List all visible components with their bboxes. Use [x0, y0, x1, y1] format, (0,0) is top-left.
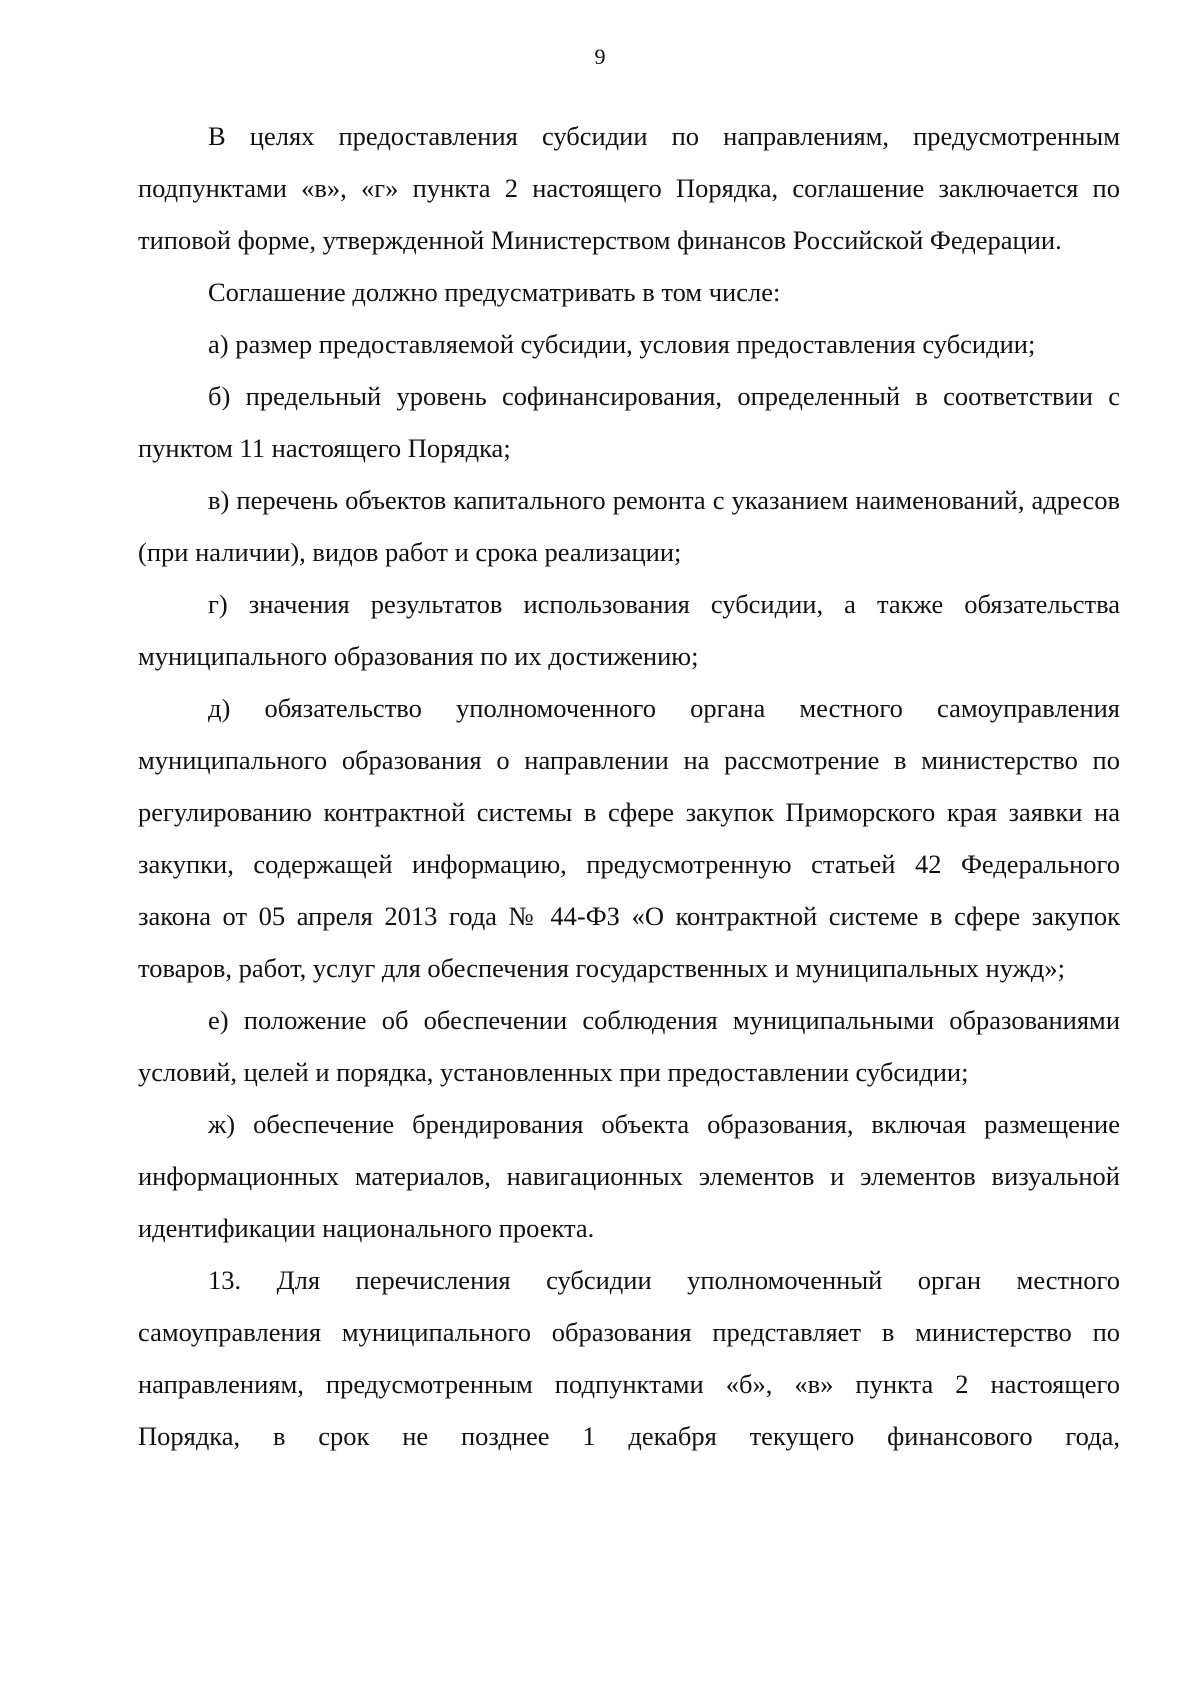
list-item-g: г) значения результатов использования субсидии, а также обязательства муниципального образования по их достижению; — [138, 589, 1120, 671]
list-item-v: в) перечень объектов капитального ремонта с указанием наименований, адресов (при наличии), видов работ и срока реализации; — [138, 485, 1120, 567]
list-item-a: а) размер предоставляемой субсидии, условия предоставления субсидии; — [208, 329, 1036, 359]
document-body — [138, 110, 1120, 1462]
paragraph-agreement-contents-intro: Соглашение должно предусматривать в том числе: — [208, 277, 781, 307]
page-number: 9 — [594, 44, 606, 69]
paragraph-section-13: 13. Для перечисления субсидии уполномоченный орган местного самоуправления муниципального образования представляет в министерство по направлениям, предусмотренным подпунктами «б», «в» пункта 2 настоящего Порядка, в срок не позднее 1 декабря текущего финансового года, — [138, 1265, 1120, 1451]
list-item-b: б) предельный уровень софинансирования, определенный в соответствии с пунктом 11 настоящего Порядка; — [138, 381, 1120, 463]
paragraph-agreement-form: В целях предоставления субсидии по направлениям, предусмотренным подпунктами «в», «г» пункта 2 настоящего Порядка, соглашение заключается по типовой форме, утвержденной Министерством финансов Российской Федерации. — [138, 121, 1120, 255]
list-item-e: е) положение об обеспечении соблюдения муниципальными образованиями условий, целей и порядка, установленных при предоставлении субсидии; — [138, 1005, 1120, 1087]
list-item-zh: ж) обеспечение брендирования объекта образования, включая размещение информационных материалов, навигационных элементов и элементов визуальной идентификации национального проекта. — [138, 1109, 1120, 1243]
list-item-d: д) обязательство уполномоченного органа местного самоуправления муниципального образования о направлении на рассмотрение в министерство по регулированию контрактной системы в сфере закупок Приморского края заявки на закупки, содержащей информацию, предусмотренную статьей 42 Федерального закона от 05 апреля 2013 года № 44-ФЗ «О контрактной системе в сфере закупок товаров, работ, услуг для обеспечения государственных и муниципальных нужд»; — [138, 693, 1120, 983]
